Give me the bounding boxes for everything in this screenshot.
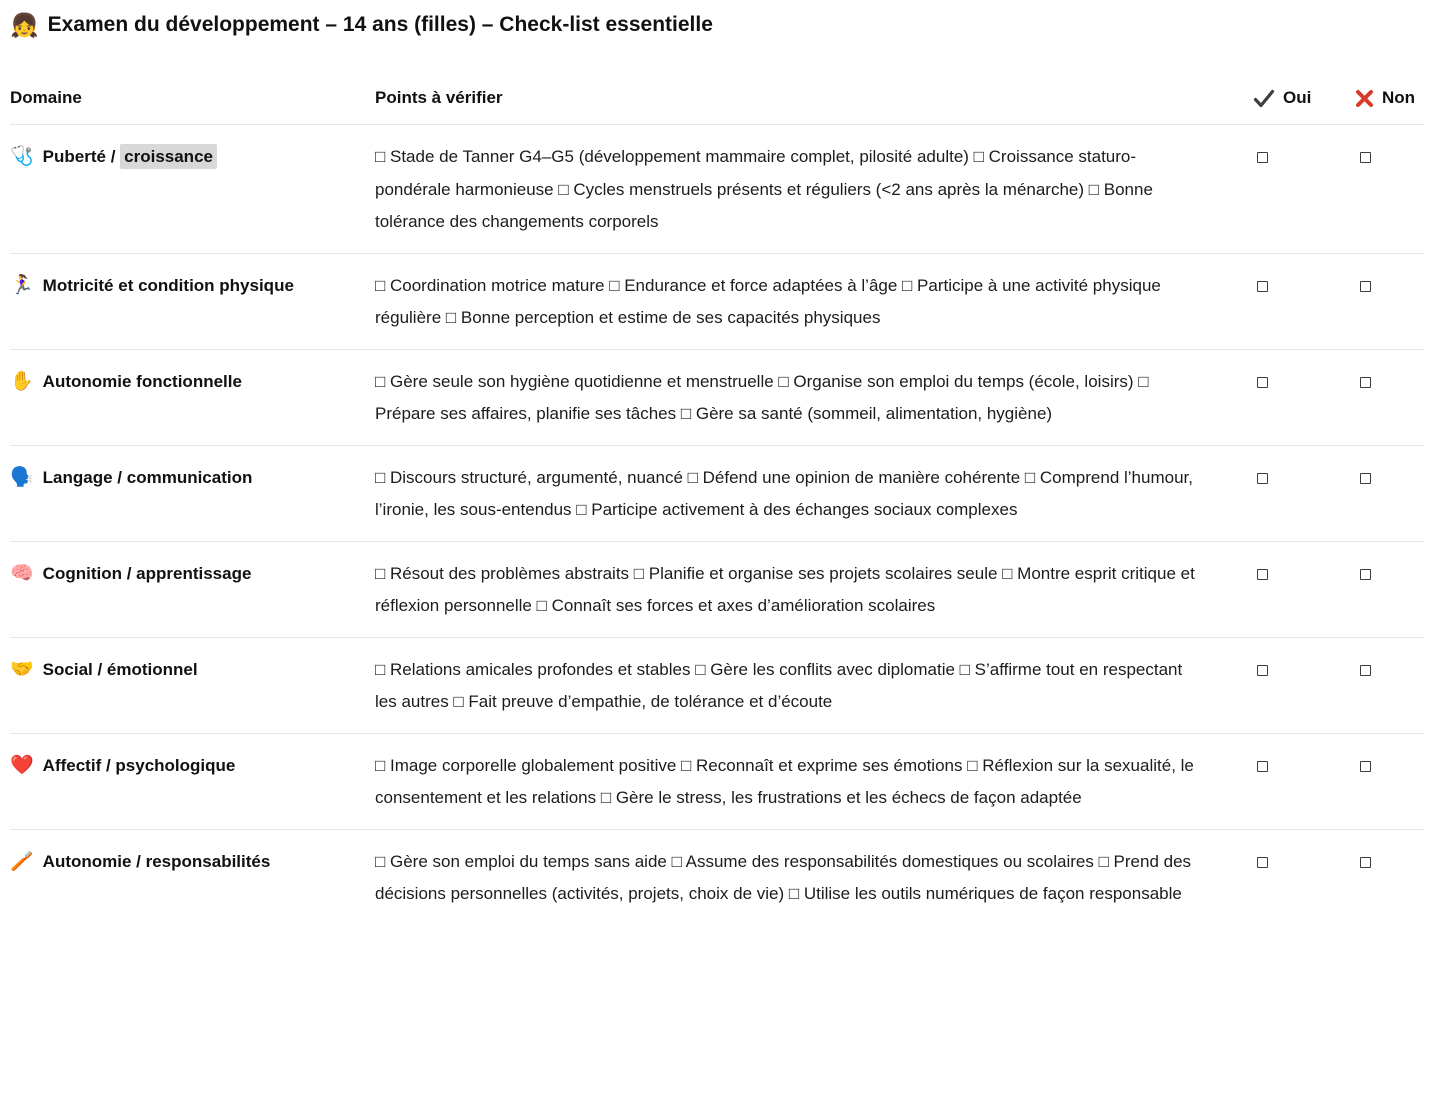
non-cell xyxy=(1355,141,1424,239)
domaine-cell xyxy=(10,654,375,719)
heart-icon: ❤️ xyxy=(10,754,34,776)
table-row xyxy=(10,734,1424,830)
table-row xyxy=(10,830,1424,925)
oui-checkbox[interactable] xyxy=(1257,569,1268,580)
table-row xyxy=(10,446,1424,542)
page-title xyxy=(10,12,1424,38)
domaine-cell xyxy=(10,750,375,815)
oui-cell xyxy=(1253,654,1355,719)
oui-checkbox[interactable] xyxy=(1257,857,1268,868)
table-row xyxy=(10,542,1424,638)
domaine-cell xyxy=(10,462,375,527)
points-text: □ Gère son emploi du temps sans aide □ Assume des responsabilités domestiques ou scolaires □ Prend des décisions personnelles (activités, projets, choix de vie) □ Utilise les outils numériques de façon responsable xyxy=(375,851,1192,903)
toothbrush-icon: 🪥 xyxy=(10,850,34,872)
oui-cell xyxy=(1253,750,1355,815)
non-cell xyxy=(1355,270,1424,335)
table-row xyxy=(10,350,1424,446)
highlighted-text: croissance xyxy=(120,144,217,169)
oui-cell xyxy=(1253,270,1355,335)
oui-header-label: Oui xyxy=(1283,88,1312,107)
column-header-non xyxy=(1355,88,1424,108)
points-text: □ Gère seule son hygiène quotidienne et menstruelle □ Organise son emploi du temps (école, loisirs) □ Prépare ses affaires, planifie ses tâches □ Gère sa santé (sommeil, alimentation, hygiène) xyxy=(375,371,1149,423)
domaine-cell xyxy=(10,846,375,911)
oui-checkbox[interactable] xyxy=(1257,473,1268,484)
domaine-cell xyxy=(10,558,375,623)
domaine-label: Social / émotionnel xyxy=(42,659,198,679)
raised-hand-icon: ✋ xyxy=(10,370,34,392)
non-header-label: Non xyxy=(1382,88,1416,107)
runner-icon: 🏃‍♀️ xyxy=(10,274,34,296)
points-text: □ Stade de Tanner G4–G5 (développement mammaire complet, pilosité adulte) □ Croissance staturo-pondérale harmonieuse □ Cycles menstruels présents et réguliers (<2 ans après la ménarche) □ Bonne tolérance des changements corporels xyxy=(375,147,1153,231)
non-checkbox[interactable] xyxy=(1360,665,1371,676)
column-header-oui xyxy=(1253,88,1355,108)
x-icon xyxy=(1355,89,1374,108)
table-row xyxy=(10,254,1424,350)
domaine-cell xyxy=(10,270,375,335)
non-checkbox[interactable] xyxy=(1360,569,1371,580)
table-header-row xyxy=(10,88,1424,125)
non-cell xyxy=(1355,654,1424,719)
table-body xyxy=(10,125,1424,925)
oui-checkbox[interactable] xyxy=(1257,377,1268,388)
domaine-cell xyxy=(10,141,375,239)
non-cell xyxy=(1355,462,1424,527)
points-text: □ Coordination motrice mature □ Endurance et force adaptées à l’âge □ Participe à une activité physique régulière □ Bonne perception et estime de ses capacités physiques xyxy=(375,275,1161,327)
domaine-label: Motricité et condition physique xyxy=(42,275,294,295)
table-row xyxy=(10,125,1424,254)
domaine-label: Affectif / psychologique xyxy=(42,755,236,775)
non-checkbox[interactable] xyxy=(1360,473,1371,484)
oui-cell xyxy=(1253,558,1355,623)
speaking-head-icon: 🗣️ xyxy=(10,466,34,488)
brain-icon: 🧠 xyxy=(10,562,34,584)
oui-checkbox[interactable] xyxy=(1257,761,1268,772)
oui-checkbox[interactable] xyxy=(1257,152,1268,163)
oui-cell xyxy=(1253,366,1355,431)
non-cell xyxy=(1355,750,1424,815)
points-text: □ Discours structuré, argumenté, nuancé □ Défend une opinion de manière cohérente □ Comprend l’humour, l’ironie, les sous-entendus □ Participe activement à des échanges sociaux complexes xyxy=(375,467,1193,519)
oui-cell xyxy=(1253,846,1355,911)
girl-emoji-icon: 👧 xyxy=(10,11,39,38)
domaine-label: Autonomie / responsabilités xyxy=(42,851,271,871)
non-checkbox[interactable] xyxy=(1360,761,1371,772)
non-cell xyxy=(1355,846,1424,911)
domaine-label: Langage / communication xyxy=(42,467,253,487)
page-title-text: Examen du développement – 14 ans (filles) – Check-list essentielle xyxy=(47,13,713,36)
table-row xyxy=(10,638,1424,734)
non-checkbox[interactable] xyxy=(1360,377,1371,388)
domaine-label: Autonomie fonctionnelle xyxy=(42,371,242,391)
non-cell xyxy=(1355,366,1424,431)
non-checkbox[interactable] xyxy=(1360,152,1371,163)
domaine-label: Cognition / apprentissage xyxy=(42,563,252,583)
non-checkbox[interactable] xyxy=(1360,857,1371,868)
points-text: □ Image corporelle globalement positive □ Reconnaît et exprime ses émotions □ Réflexion sur la sexualité, le consentement et les relations □ Gère le stress, les frustrations et les échecs de façon adaptée xyxy=(375,755,1194,807)
stethoscope-icon: 🩺 xyxy=(10,146,34,167)
domaine-cell xyxy=(10,366,375,431)
oui-checkbox[interactable] xyxy=(1257,281,1268,292)
column-header-points: Points à vérifier xyxy=(375,88,503,107)
non-cell xyxy=(1355,558,1424,623)
non-checkbox[interactable] xyxy=(1360,281,1371,292)
handshake-icon: 🤝 xyxy=(10,658,34,680)
oui-cell xyxy=(1253,462,1355,527)
points-text: □ Résout des problèmes abstraits □ Planifie et organise ses projets scolaires seule □ Montre esprit critique et réflexion personnelle □ Connaît ses forces et axes d’amélioration scolaires xyxy=(375,563,1195,615)
oui-checkbox[interactable] xyxy=(1257,665,1268,676)
oui-cell xyxy=(1253,141,1355,239)
domaine-label: Puberté / croissance xyxy=(43,144,217,169)
check-icon xyxy=(1253,89,1275,108)
column-header-domaine: Domaine xyxy=(10,88,82,107)
points-text: □ Relations amicales profondes et stables □ Gère les conflits avec diplomatie □ S’affirme tout en respectant les autres □ Fait preuve d’empathie, de tolérance et d’écoute xyxy=(375,659,1183,711)
